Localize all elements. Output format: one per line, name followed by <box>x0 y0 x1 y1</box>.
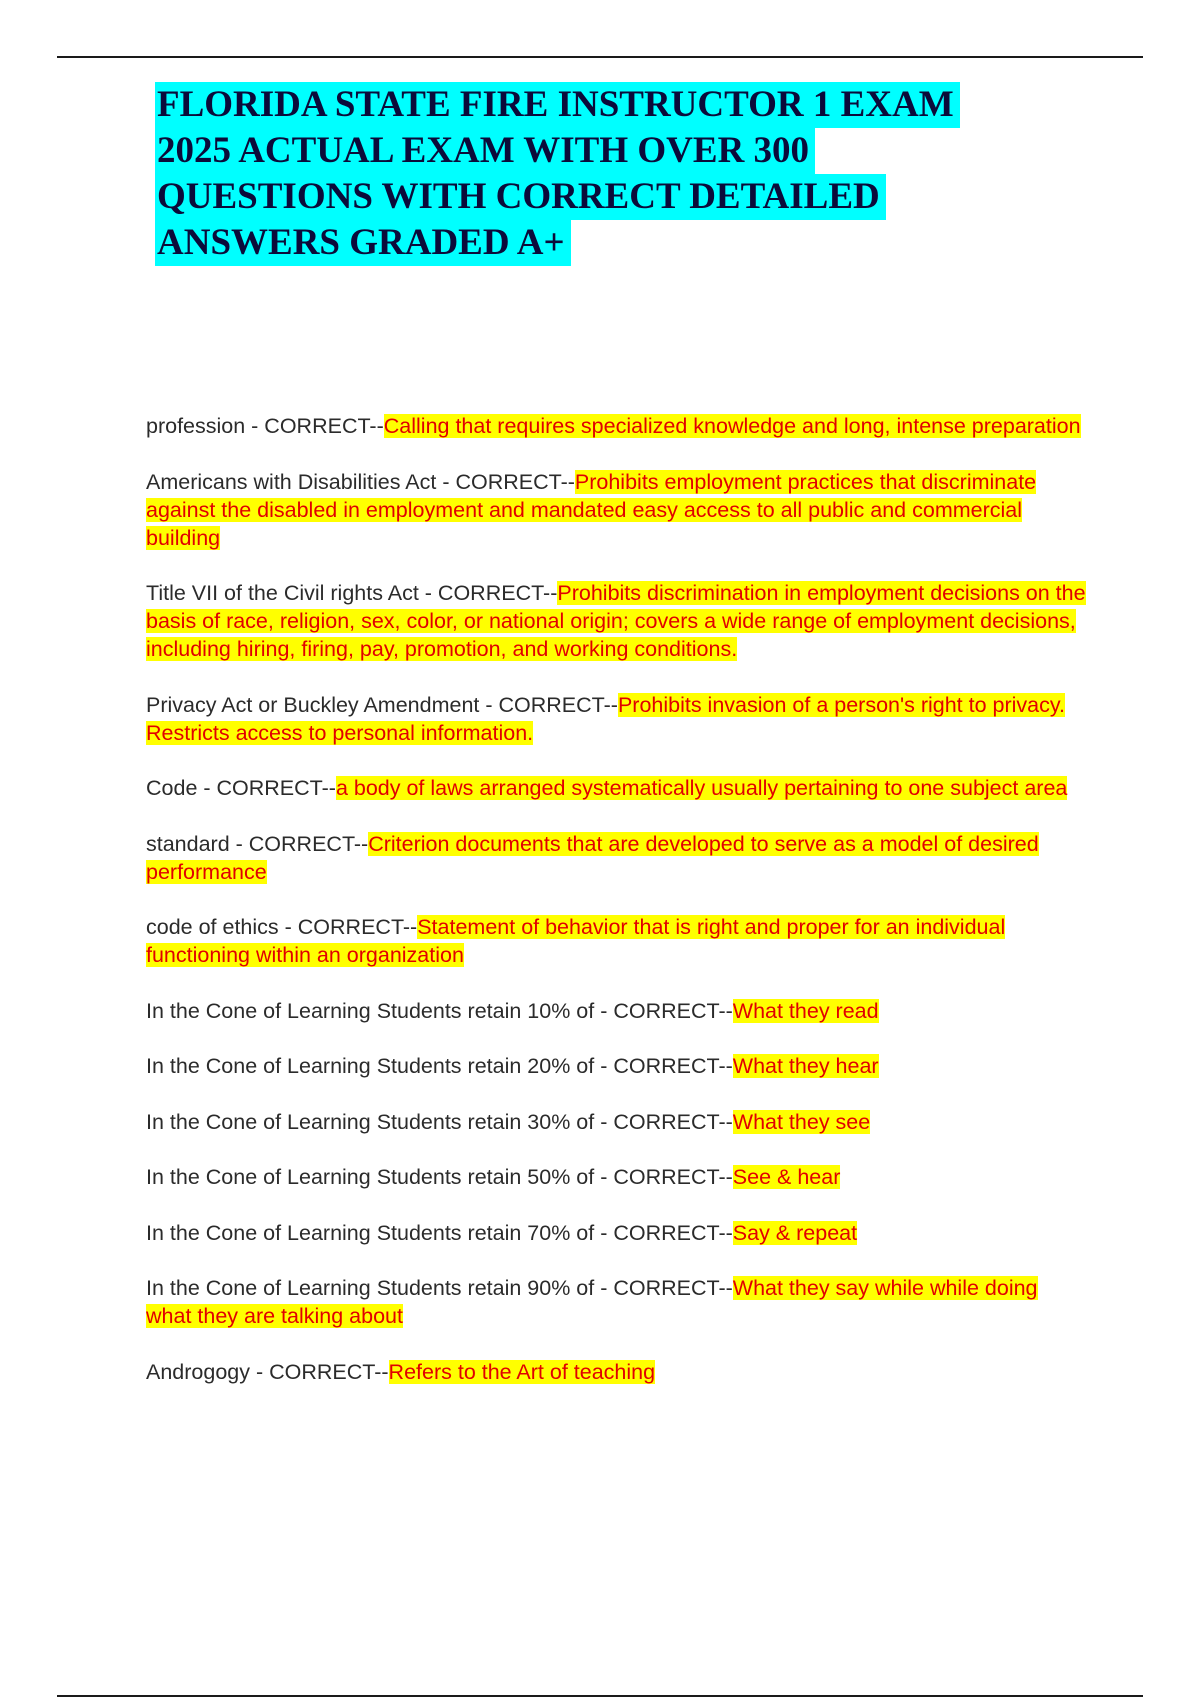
answer-text: Prohibits employment practices that discriminate against the disabled in employment and mandated easy access to all public and commercial building <box>146 469 1037 550</box>
title-line: QUESTIONS WITH CORRECT DETAILED <box>155 174 886 220</box>
qa-item <box>146 1052 1086 1080</box>
bottom-rule <box>57 1695 1143 1697</box>
answer-text: See & hear <box>732 1165 841 1189</box>
qa-item <box>146 1163 1086 1191</box>
answer-text: What they hear <box>732 1054 879 1078</box>
question-term: Androgogy - CORRECT-- <box>146 1359 389 1384</box>
qa-item <box>146 830 1086 886</box>
qa-item <box>146 913 1086 969</box>
qa-item <box>146 1219 1086 1247</box>
qa-item <box>146 774 1086 802</box>
answer-text: What they read <box>732 998 879 1023</box>
answer-text: What they see <box>732 1109 871 1134</box>
question-term: Title VII of the Civil rights Act - CORRECT-- <box>146 581 558 605</box>
answer-text: Calling that requires specialized knowledge and long, intense preparation <box>383 414 1081 438</box>
qa-item <box>146 691 1086 747</box>
answer-text: Prohibits discrimination in employment decisions on the basis of race, religion, sex, color, or national origin; covers a wide range of employment decisions, including hiring, firing, pay, promotion, and working conditions. <box>146 581 1086 661</box>
qa-item <box>146 468 1086 552</box>
qa-item <box>146 579 1086 663</box>
answer-text: Criterion documents that are developed to serve as a model of desired performance <box>146 831 1039 884</box>
question-term: Americans with Disabilities Act - CORRECT-- <box>146 469 575 494</box>
question-term: In the Cone of Learning Students retain 50% of - CORRECT-- <box>146 1165 733 1189</box>
document-title <box>155 82 1055 266</box>
answer-text: Statement of behavior that is right and proper for an individual functioning within an organization <box>146 915 1006 967</box>
qa-item <box>146 1108 1086 1136</box>
answer-text: Refers to the Art of teaching <box>388 1359 656 1384</box>
question-term: In the Cone of Learning Students retain 10% of - CORRECT-- <box>146 998 733 1023</box>
question-term: In the Cone of Learning Students retain 20% of - CORRECT-- <box>146 1054 733 1078</box>
question-term: profession - CORRECT-- <box>146 414 384 438</box>
qa-list <box>146 412 1086 1413</box>
answer-text: a body of laws arranged systematically usually pertaining to one subject area <box>335 776 1068 800</box>
question-term: code of ethics - CORRECT-- <box>146 915 418 939</box>
qa-item <box>146 412 1086 440</box>
question-term: standard - CORRECT-- <box>146 831 369 856</box>
title-line: 2025 ACTUAL EXAM WITH OVER 300 <box>155 128 815 174</box>
qa-item <box>146 997 1086 1025</box>
answer-text: Prohibits invasion of a person's right to privacy. Restricts access to personal information. <box>146 692 1065 745</box>
qa-item <box>146 1274 1086 1330</box>
title-line: ANSWERS GRADED A+ <box>155 220 571 266</box>
question-term: In the Cone of Learning Students retain 30% of - CORRECT-- <box>146 1109 733 1134</box>
title-line: FLORIDA STATE FIRE INSTRUCTOR 1 EXAM <box>155 82 960 128</box>
question-term: In the Cone of Learning Students retain 90% of - CORRECT-- <box>146 1276 733 1300</box>
question-term: Code - CORRECT-- <box>146 776 336 800</box>
question-term: In the Cone of Learning Students retain 70% of - CORRECT-- <box>146 1220 733 1245</box>
answer-text: Say & repeat <box>732 1220 858 1245</box>
top-rule <box>57 56 1143 58</box>
qa-item <box>146 1358 1086 1386</box>
question-term: Privacy Act or Buckley Amendment - CORRECT-- <box>146 692 618 717</box>
answer-text: What they say while while doing what they are talking about <box>146 1276 1038 1328</box>
